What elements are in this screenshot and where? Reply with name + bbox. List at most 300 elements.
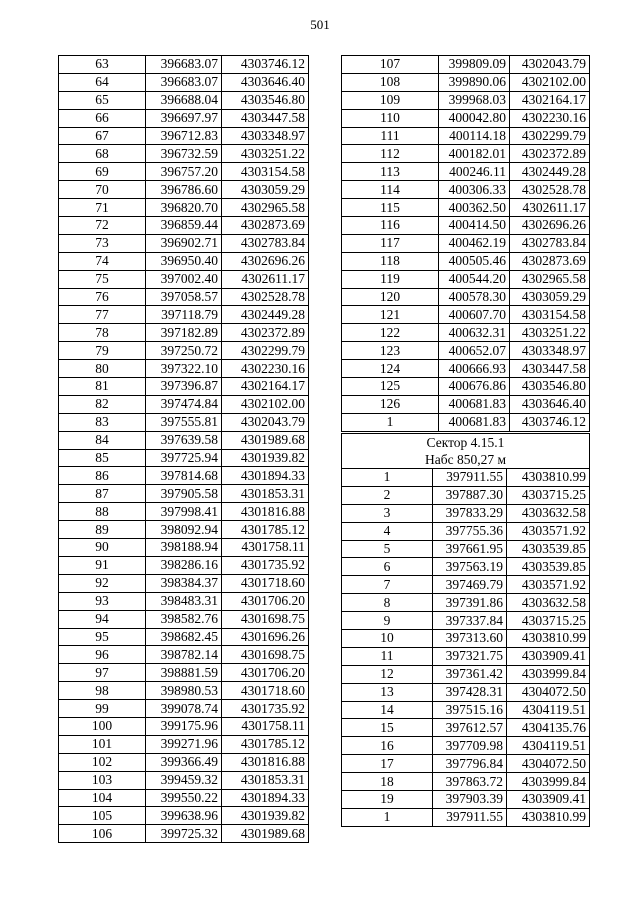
point-number: 120 — [342, 288, 439, 306]
x-coordinate: 400666.93 — [439, 360, 510, 378]
table-row — [342, 288, 590, 306]
x-coordinate: 396950.40 — [146, 252, 222, 270]
y-coordinate: 4302873.69 — [510, 252, 590, 270]
table-row — [342, 773, 590, 791]
point-number: 76 — [59, 288, 146, 306]
x-coordinate: 397661.95 — [433, 540, 507, 558]
y-coordinate: 4303059.29 — [222, 181, 309, 199]
point-number: 108 — [342, 73, 439, 91]
table-row — [59, 610, 309, 628]
table-row — [342, 576, 590, 594]
point-number: 74 — [59, 252, 146, 270]
table-row — [59, 467, 309, 485]
point-number: 117 — [342, 234, 439, 252]
y-coordinate: 4303546.80 — [510, 378, 590, 396]
y-coordinate: 4303539.85 — [507, 558, 590, 576]
y-coordinate: 4301816.88 — [222, 753, 309, 771]
y-coordinate: 4302043.79 — [222, 413, 309, 431]
table-row — [342, 791, 590, 809]
x-coordinate: 397002.40 — [146, 270, 222, 288]
x-coordinate: 399890.06 — [439, 73, 510, 91]
table-row — [342, 612, 590, 630]
x-coordinate: 400042.80 — [439, 109, 510, 127]
y-coordinate: 4301758.11 — [222, 717, 309, 735]
x-coordinate: 400681.83 — [439, 413, 510, 431]
y-coordinate: 4302965.58 — [222, 199, 309, 217]
point-number: 106 — [59, 825, 146, 843]
y-coordinate: 4302299.79 — [510, 127, 590, 145]
x-coordinate: 397887.30 — [433, 486, 507, 504]
y-coordinate: 4303715.25 — [507, 486, 590, 504]
y-coordinate: 4303909.41 — [507, 647, 590, 665]
x-coordinate: 398782.14 — [146, 646, 222, 664]
y-coordinate: 4302299.79 — [222, 342, 309, 360]
point-number: 18 — [342, 773, 433, 791]
table-row — [342, 808, 590, 826]
x-coordinate: 397563.19 — [433, 558, 507, 576]
table-row — [59, 807, 309, 825]
point-number: 14 — [342, 701, 433, 719]
point-number: 118 — [342, 252, 439, 270]
y-coordinate: 4304119.51 — [507, 737, 590, 755]
y-coordinate: 4302372.89 — [510, 145, 590, 163]
y-coordinate: 4301785.12 — [222, 735, 309, 753]
y-coordinate: 4303348.97 — [510, 342, 590, 360]
x-coordinate: 397391.86 — [433, 594, 507, 612]
point-number: 11 — [342, 647, 433, 665]
y-coordinate: 4303154.58 — [222, 163, 309, 181]
x-coordinate: 397396.87 — [146, 378, 222, 396]
x-coordinate: 400362.50 — [439, 199, 510, 217]
table-row — [59, 449, 309, 467]
y-coordinate: 4302102.00 — [222, 395, 309, 413]
x-coordinate: 398682.45 — [146, 628, 222, 646]
y-coordinate: 4301939.82 — [222, 449, 309, 467]
x-coordinate: 397321.75 — [433, 647, 507, 665]
point-number: 114 — [342, 181, 439, 199]
x-coordinate: 400607.70 — [439, 306, 510, 324]
point-number: 78 — [59, 324, 146, 342]
table-row — [59, 360, 309, 378]
sector-height: Набс 850,27 м — [424, 452, 507, 467]
table-row — [59, 163, 309, 181]
y-coordinate: 4301853.31 — [222, 485, 309, 503]
point-number: 64 — [59, 73, 146, 91]
y-coordinate: 4303154.58 — [510, 306, 590, 324]
point-number: 91 — [59, 556, 146, 574]
table-row — [59, 234, 309, 252]
y-coordinate: 4302102.00 — [510, 73, 590, 91]
table-row — [59, 324, 309, 342]
table-row — [342, 109, 590, 127]
point-number: 19 — [342, 791, 433, 809]
x-coordinate: 397337.84 — [433, 612, 507, 630]
point-number: 89 — [59, 521, 146, 539]
x-coordinate: 400632.31 — [439, 324, 510, 342]
point-number: 92 — [59, 574, 146, 592]
point-number: 69 — [59, 163, 146, 181]
x-coordinate: 397911.55 — [433, 808, 507, 826]
x-coordinate: 397322.10 — [146, 360, 222, 378]
y-coordinate: 4301894.33 — [222, 467, 309, 485]
table-row — [59, 145, 309, 163]
point-number: 9 — [342, 612, 433, 630]
x-coordinate: 399550.22 — [146, 789, 222, 807]
sector-header-row — [342, 434, 590, 469]
y-coordinate: 4302696.26 — [222, 252, 309, 270]
point-number: 125 — [342, 378, 439, 396]
y-coordinate: 4302783.84 — [222, 234, 309, 252]
table-row — [59, 825, 309, 843]
x-coordinate: 398582.76 — [146, 610, 222, 628]
y-coordinate: 4302696.26 — [510, 217, 590, 235]
point-number: 93 — [59, 592, 146, 610]
table-row — [342, 522, 590, 540]
table-row — [342, 199, 590, 217]
table-row — [59, 700, 309, 718]
x-coordinate: 397118.79 — [146, 306, 222, 324]
x-coordinate: 397863.72 — [433, 773, 507, 791]
point-number: 97 — [59, 664, 146, 682]
sector-title: Сектор 4.15.1 — [426, 435, 505, 450]
x-coordinate: 399638.96 — [146, 807, 222, 825]
point-number: 111 — [342, 127, 439, 145]
table-row — [342, 469, 590, 487]
table-row — [342, 163, 590, 181]
table-row — [59, 127, 309, 145]
point-number: 101 — [59, 735, 146, 753]
table-row — [342, 486, 590, 504]
table-row — [59, 199, 309, 217]
y-coordinate: 4303571.92 — [507, 522, 590, 540]
point-number: 85 — [59, 449, 146, 467]
point-number: 13 — [342, 683, 433, 701]
x-coordinate: 397998.41 — [146, 503, 222, 521]
y-coordinate: 4303715.25 — [507, 612, 590, 630]
x-coordinate: 398384.37 — [146, 574, 222, 592]
y-coordinate: 4303746.12 — [222, 56, 309, 74]
x-coordinate: 400114.18 — [439, 127, 510, 145]
y-coordinate: 4301785.12 — [222, 521, 309, 539]
x-coordinate: 397709.98 — [433, 737, 507, 755]
y-coordinate: 4303810.99 — [507, 808, 590, 826]
x-coordinate: 397555.81 — [146, 413, 222, 431]
table-row — [59, 503, 309, 521]
x-coordinate: 397833.29 — [433, 504, 507, 522]
y-coordinate: 4303909.41 — [507, 791, 590, 809]
table-row — [59, 217, 309, 235]
x-coordinate: 398188.94 — [146, 539, 222, 557]
table-row — [59, 735, 309, 753]
x-coordinate: 397903.39 — [433, 791, 507, 809]
point-number: 126 — [342, 395, 439, 413]
point-number: 116 — [342, 217, 439, 235]
y-coordinate: 4302230.16 — [510, 109, 590, 127]
point-number: 80 — [59, 360, 146, 378]
table-row — [59, 574, 309, 592]
y-coordinate: 4301816.88 — [222, 503, 309, 521]
x-coordinate: 398980.53 — [146, 682, 222, 700]
table-row — [342, 630, 590, 648]
x-coordinate: 396688.04 — [146, 91, 222, 109]
table-row — [342, 91, 590, 109]
point-number: 12 — [342, 665, 433, 683]
point-number: 115 — [342, 199, 439, 217]
y-coordinate: 4302372.89 — [222, 324, 309, 342]
table-row — [342, 342, 590, 360]
table-row — [342, 594, 590, 612]
x-coordinate: 397182.89 — [146, 324, 222, 342]
table-row — [342, 540, 590, 558]
x-coordinate: 400182.01 — [439, 145, 510, 163]
y-coordinate: 4301718.60 — [222, 574, 309, 592]
table-row — [342, 234, 590, 252]
y-coordinate: 4303646.40 — [222, 73, 309, 91]
point-number: 81 — [59, 378, 146, 396]
y-coordinate: 4303632.58 — [507, 504, 590, 522]
point-number: 4 — [342, 522, 433, 540]
x-coordinate: 400578.30 — [439, 288, 510, 306]
x-coordinate: 397796.84 — [433, 755, 507, 773]
y-coordinate: 4303810.99 — [507, 630, 590, 648]
x-coordinate: 400681.83 — [439, 395, 510, 413]
point-number: 100 — [59, 717, 146, 735]
table-row — [342, 324, 590, 342]
point-number: 121 — [342, 306, 439, 324]
point-number: 1 — [342, 808, 433, 826]
y-coordinate: 4303571.92 — [507, 576, 590, 594]
point-number: 113 — [342, 163, 439, 181]
table-row — [59, 73, 309, 91]
y-coordinate: 4304135.76 — [507, 719, 590, 737]
y-coordinate: 4303999.84 — [507, 773, 590, 791]
y-coordinate: 4302449.28 — [510, 163, 590, 181]
y-coordinate: 4303999.84 — [507, 665, 590, 683]
y-coordinate: 4304072.50 — [507, 755, 590, 773]
y-coordinate: 4302164.17 — [510, 91, 590, 109]
table-row — [59, 252, 309, 270]
y-coordinate: 4303646.40 — [510, 395, 590, 413]
table-row — [342, 252, 590, 270]
table-row — [342, 504, 590, 522]
point-number: 8 — [342, 594, 433, 612]
x-coordinate: 397515.16 — [433, 701, 507, 719]
x-coordinate: 397725.94 — [146, 449, 222, 467]
point-number: 5 — [342, 540, 433, 558]
x-coordinate: 397911.55 — [433, 469, 507, 487]
x-coordinate: 397612.57 — [433, 719, 507, 737]
point-number: 65 — [59, 91, 146, 109]
x-coordinate: 396683.07 — [146, 56, 222, 74]
x-coordinate: 397639.58 — [146, 431, 222, 449]
x-coordinate: 397250.72 — [146, 342, 222, 360]
x-coordinate: 397469.79 — [433, 576, 507, 594]
x-coordinate: 397905.58 — [146, 485, 222, 503]
x-coordinate: 399271.96 — [146, 735, 222, 753]
y-coordinate: 4301706.20 — [222, 592, 309, 610]
coordinates-table-left — [58, 55, 309, 843]
table-row — [59, 431, 309, 449]
table-row — [59, 395, 309, 413]
point-number: 16 — [342, 737, 433, 755]
point-number: 102 — [59, 753, 146, 771]
x-coordinate: 400676.86 — [439, 378, 510, 396]
point-number: 6 — [342, 558, 433, 576]
x-coordinate: 400306.33 — [439, 181, 510, 199]
table-row — [342, 719, 590, 737]
point-number: 84 — [59, 431, 146, 449]
table-row — [342, 737, 590, 755]
x-coordinate: 396732.59 — [146, 145, 222, 163]
table-row — [59, 342, 309, 360]
table-row — [59, 753, 309, 771]
point-number: 87 — [59, 485, 146, 503]
y-coordinate: 4304119.51 — [507, 701, 590, 719]
y-coordinate: 4302230.16 — [222, 360, 309, 378]
point-number: 90 — [59, 539, 146, 557]
table-row — [59, 682, 309, 700]
table-row — [342, 378, 590, 396]
x-coordinate: 399175.96 — [146, 717, 222, 735]
point-number: 63 — [59, 56, 146, 74]
table-row — [342, 683, 590, 701]
y-coordinate: 4301894.33 — [222, 789, 309, 807]
table-row — [342, 360, 590, 378]
point-number: 99 — [59, 700, 146, 718]
table-row — [342, 395, 590, 413]
table-row — [342, 755, 590, 773]
table-row — [59, 378, 309, 396]
point-number: 79 — [59, 342, 146, 360]
point-number: 109 — [342, 91, 439, 109]
x-coordinate: 396859.44 — [146, 217, 222, 235]
table-row — [59, 789, 309, 807]
x-coordinate: 396786.60 — [146, 181, 222, 199]
y-coordinate: 4303746.12 — [510, 413, 590, 431]
table-row — [59, 56, 309, 74]
x-coordinate: 397058.57 — [146, 288, 222, 306]
y-coordinate: 4301698.75 — [222, 646, 309, 664]
x-coordinate: 398092.94 — [146, 521, 222, 539]
x-coordinate: 400462.19 — [439, 234, 510, 252]
x-coordinate: 396683.07 — [146, 73, 222, 91]
y-coordinate: 4304072.50 — [507, 683, 590, 701]
table-row — [59, 413, 309, 431]
y-coordinate: 4302043.79 — [510, 56, 590, 74]
x-coordinate: 398286.16 — [146, 556, 222, 574]
table-row — [59, 181, 309, 199]
y-coordinate: 4301989.68 — [222, 431, 309, 449]
table-row — [59, 771, 309, 789]
table-row — [342, 413, 590, 431]
y-coordinate: 4302611.17 — [510, 199, 590, 217]
y-coordinate: 4303447.58 — [510, 360, 590, 378]
y-coordinate: 4303632.58 — [507, 594, 590, 612]
y-coordinate: 4301758.11 — [222, 539, 309, 557]
point-number: 94 — [59, 610, 146, 628]
y-coordinate: 4301718.60 — [222, 682, 309, 700]
table-row — [59, 109, 309, 127]
table-row — [59, 664, 309, 682]
point-number: 1 — [342, 413, 439, 431]
table-row — [342, 558, 590, 576]
table-row — [59, 539, 309, 557]
x-coordinate: 400652.07 — [439, 342, 510, 360]
table-row — [59, 91, 309, 109]
point-number: 104 — [59, 789, 146, 807]
point-number: 103 — [59, 771, 146, 789]
x-coordinate: 399968.03 — [439, 91, 510, 109]
table-row — [59, 717, 309, 735]
y-coordinate: 4302873.69 — [222, 217, 309, 235]
y-coordinate: 4302164.17 — [222, 378, 309, 396]
point-number: 67 — [59, 127, 146, 145]
point-number: 110 — [342, 109, 439, 127]
page-number: 501 — [310, 17, 330, 32]
y-coordinate: 4301735.92 — [222, 700, 309, 718]
y-coordinate: 4301706.20 — [222, 664, 309, 682]
table-row — [59, 592, 309, 610]
y-coordinate: 4303447.58 — [222, 109, 309, 127]
point-number: 82 — [59, 395, 146, 413]
point-number: 77 — [59, 306, 146, 324]
y-coordinate: 4302528.78 — [222, 288, 309, 306]
point-number: 112 — [342, 145, 439, 163]
table-row — [342, 181, 590, 199]
table-row — [342, 145, 590, 163]
y-coordinate: 4303059.29 — [510, 288, 590, 306]
table-row — [342, 647, 590, 665]
y-coordinate: 4301735.92 — [222, 556, 309, 574]
y-coordinate: 4301698.75 — [222, 610, 309, 628]
point-number: 15 — [342, 719, 433, 737]
x-coordinate: 397313.60 — [433, 630, 507, 648]
point-number: 123 — [342, 342, 439, 360]
point-number: 88 — [59, 503, 146, 521]
table-row — [59, 288, 309, 306]
y-coordinate: 4301939.82 — [222, 807, 309, 825]
x-coordinate: 397361.42 — [433, 665, 507, 683]
point-number: 83 — [59, 413, 146, 431]
table-row — [342, 73, 590, 91]
x-coordinate: 397428.31 — [433, 683, 507, 701]
y-coordinate: 4303251.22 — [510, 324, 590, 342]
x-coordinate: 397474.84 — [146, 395, 222, 413]
point-number: 75 — [59, 270, 146, 288]
sector-header — [342, 434, 590, 469]
table-row — [342, 127, 590, 145]
x-coordinate: 396902.71 — [146, 234, 222, 252]
table-row — [342, 217, 590, 235]
table-row — [342, 665, 590, 683]
x-coordinate: 396757.20 — [146, 163, 222, 181]
point-number: 10 — [342, 630, 433, 648]
x-coordinate: 399725.32 — [146, 825, 222, 843]
point-number: 7 — [342, 576, 433, 594]
y-coordinate: 4303251.22 — [222, 145, 309, 163]
x-coordinate: 400505.46 — [439, 252, 510, 270]
point-number: 124 — [342, 360, 439, 378]
point-number: 86 — [59, 467, 146, 485]
y-coordinate: 4302611.17 — [222, 270, 309, 288]
point-number: 119 — [342, 270, 439, 288]
x-coordinate: 400246.11 — [439, 163, 510, 181]
x-coordinate: 398483.31 — [146, 592, 222, 610]
y-coordinate: 4303348.97 — [222, 127, 309, 145]
point-number: 70 — [59, 181, 146, 199]
x-coordinate: 399366.49 — [146, 753, 222, 771]
table-row — [342, 56, 590, 74]
